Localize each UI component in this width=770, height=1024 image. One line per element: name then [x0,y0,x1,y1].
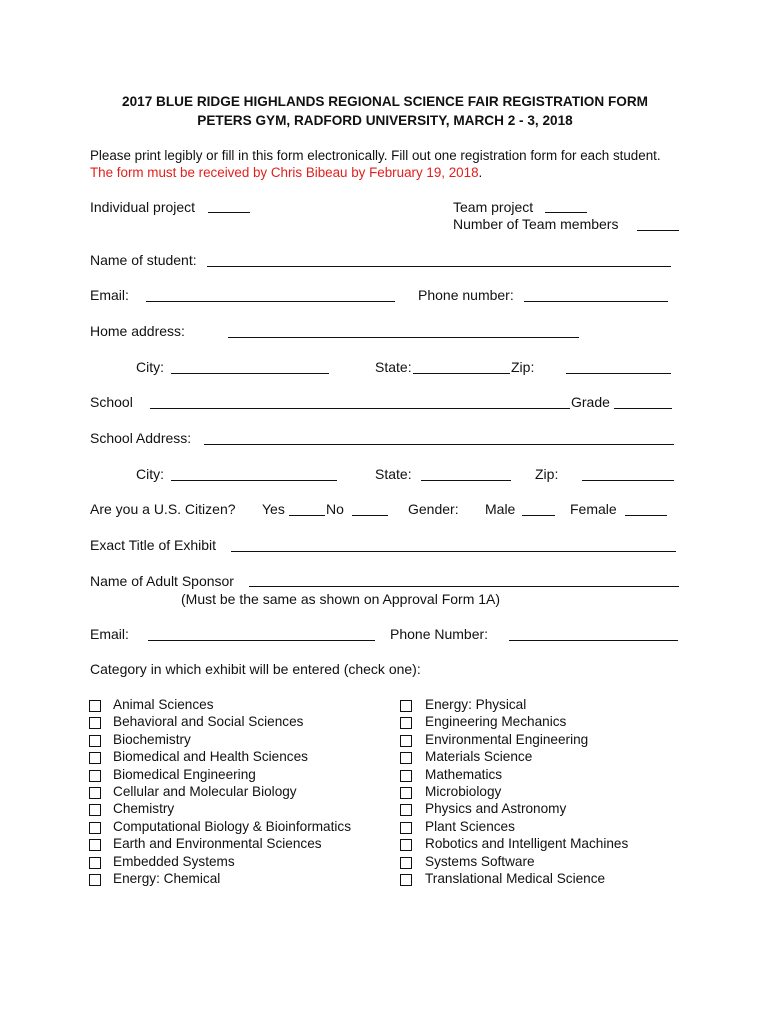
category-checkbox[interactable] [89,735,101,747]
category-label: Physics and Astronomy [425,801,567,817]
sponsor-phone-label: Phone Number: [390,626,489,642]
category-label: Cellular and Molecular Biology [113,784,297,799]
grade-label: Grade [571,394,610,410]
grade-field[interactable] [614,408,672,409]
category-label: Biomedical Engineering [113,766,256,782]
category-checkbox[interactable] [400,857,412,869]
category-checkbox[interactable] [400,839,412,851]
school-state-label: State: [375,466,412,482]
sponsor-name-field[interactable] [249,586,679,587]
category-label: Energy: Physical [425,697,527,712]
school-address-label: School Address: [90,430,192,446]
individual-project-field[interactable] [208,212,250,213]
gender-male-field[interactable] [522,515,555,516]
category-label: Robotics and Intelligent Machines [425,836,629,852]
category-checkbox[interactable] [89,804,101,816]
category-checkbox[interactable] [400,752,412,764]
category-label: Biomedical and Health Sciences [113,749,308,765]
home-state-label: State: [375,359,412,375]
exhibit-title-label: Exact Title of Exhibit [90,537,217,553]
category-heading: Category in which exhibit will be entered (check one): [90,661,421,677]
student-name-field[interactable] [207,266,671,267]
category-label: Biochemistry [113,731,191,747]
individual-project-label: Individual project [90,199,196,215]
home-address-field[interactable] [228,337,579,338]
student-phone-label: Phone number: [418,287,514,303]
student-email-label: Email: [90,287,129,303]
category-checkbox[interactable] [400,787,412,799]
gender-label: Gender: [408,501,459,517]
category-label: Behavioral and Social Sciences [113,714,304,730]
school-city-label: City: [136,466,164,482]
team-members-label: Number of Team members [453,216,619,232]
category-checkbox[interactable] [400,822,412,834]
gender-male-label: Male [485,501,516,517]
category-checkbox[interactable] [400,874,412,886]
deadline-notice [90,165,482,180]
gender-female-field[interactable] [625,515,667,516]
category-checkbox[interactable] [89,787,101,799]
category-label: Engineering Mechanics [425,714,567,730]
exhibit-title-field[interactable] [231,551,676,552]
category-checkbox[interactable] [89,770,101,782]
citizen-yes-field[interactable] [289,515,325,516]
category-label: Energy: Chemical [113,871,221,886]
category-label: Systems Software [425,853,535,869]
category-label: Materials Science [425,749,533,765]
citizen-question: Are you a U.S. Citizen? [90,501,236,517]
home-city-label: City: [136,359,164,375]
category-label: Embedded Systems [113,853,235,869]
home-zip-field[interactable] [566,373,671,374]
home-address-label: Home address: [90,323,185,339]
category-checkbox[interactable] [89,717,101,729]
category-checkbox[interactable] [89,752,101,764]
home-city-field[interactable] [171,373,329,374]
citizen-yes-label: Yes [262,501,285,517]
category-label: Microbiology [425,784,502,799]
category-checkbox[interactable] [400,700,412,712]
sponsor-name-label: Name of Adult Sponsor [90,573,234,589]
deadline-period: . [478,165,483,180]
category-checkbox[interactable] [400,804,412,816]
home-zip-label: Zip: [511,359,535,375]
category-label: Environmental Engineering [425,731,589,747]
school-field[interactable] [150,408,570,409]
home-state-field[interactable] [413,373,510,374]
school-city-field[interactable] [171,480,337,481]
sponsor-phone-field[interactable] [509,640,678,641]
school-state-field[interactable] [421,480,511,481]
student-email-field[interactable] [146,301,395,302]
category-label: Animal Sciences [113,697,214,712]
school-zip-label: Zip: [535,466,559,482]
team-project-label: Team project [453,199,534,215]
category-checkbox[interactable] [89,839,101,851]
citizen-no-label: No [326,501,344,517]
school-zip-field[interactable] [582,480,674,481]
category-checkbox[interactable] [89,874,101,886]
team-members-field[interactable] [637,230,679,231]
sponsor-email-field[interactable] [148,640,375,641]
gender-female-label: Female [570,501,617,517]
school-label: School [90,394,133,410]
school-address-field[interactable] [204,444,674,445]
category-checkbox[interactable] [89,700,101,712]
student-phone-field[interactable] [524,301,668,302]
instructions-text: Please print legibly or fill in this form electronically. Fill out one registration form for each student. [90,148,661,163]
category-checkbox[interactable] [400,770,412,782]
category-label: Mathematics [425,766,503,782]
category-checkbox[interactable] [400,717,412,729]
category-label: Plant Sciences [425,818,515,834]
category-checkbox[interactable] [89,857,101,869]
deadline-text: The form must be received by Chris Bibeau by February 19, 2018 [90,165,479,180]
category-label: Translational Medical Science [425,871,606,886]
sponsor-email-label: Email: [90,626,129,642]
category-label: Chemistry [113,801,175,817]
category-label: Computational Biology & Bioinformatics [113,818,352,834]
sponsor-note: (Must be the same as shown on Approval Form 1A) [181,591,501,607]
citizen-no-field[interactable] [352,515,388,516]
category-checkbox[interactable] [400,735,412,747]
category-label: Earth and Environmental Sciences [113,836,322,852]
form-title: 2017 BLUE RIDGE HIGHLANDS REGIONAL SCIENCE FAIR REGISTRATION FORM [122,94,648,109]
form-subtitle: PETERS GYM, RADFORD UNIVERSITY, MARCH 2 - 3, 2018 [197,113,573,128]
category-checkbox[interactable] [89,822,101,834]
student-name-label: Name of student: [90,252,197,268]
team-project-field[interactable] [545,212,587,213]
